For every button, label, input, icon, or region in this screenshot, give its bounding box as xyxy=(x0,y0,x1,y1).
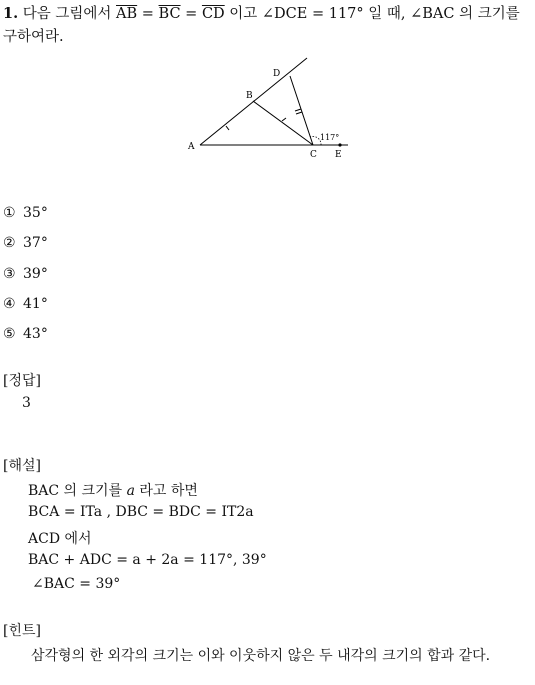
solution-heading: [해설] xyxy=(3,458,41,474)
problem-text-mid: 이고 ∠DCE = 117° 일 때, ∠BAC 의 크기를 구하여라. xyxy=(3,6,520,45)
tick-ab xyxy=(226,126,229,130)
segment-cd-line xyxy=(290,76,313,145)
choice-5-num: ⑤ xyxy=(3,326,16,342)
label-e: E xyxy=(335,150,342,160)
choice-5 xyxy=(3,326,48,342)
tick-cd-1 xyxy=(295,109,301,111)
choice-3-num: ③ xyxy=(3,266,16,282)
segment-bc: $\overline{BC}$ xyxy=(158,6,181,22)
tick-cd-2 xyxy=(296,112,302,114)
solution-line-2: BCA = ITa , DBC = BDC = IT2a xyxy=(28,504,254,520)
answer-heading: [정답] xyxy=(3,373,41,389)
hint-heading: [힌트] xyxy=(3,623,41,639)
tick-bc xyxy=(282,118,286,121)
angle-label: 117° xyxy=(320,133,340,142)
choice-4-text: 41° xyxy=(23,296,48,312)
problem-text-pre: 다음 그림에서 xyxy=(18,6,117,22)
problem-statement: 1. 다음 그림에서 $\overline{AB} = \overline{BC} = \overline{CD}$ 이고 ∠DCE = 117° 일 때, ∠BAC 의 크기를 구하여라. xyxy=(3,5,520,45)
label-d: D xyxy=(273,69,281,79)
choice-4 xyxy=(3,296,48,312)
choice-3-text: 39° xyxy=(23,266,48,282)
choice-5-text: 43° xyxy=(23,326,48,342)
choice-1-num: ① xyxy=(3,205,16,221)
solution-line-1-post: 라고 하면 xyxy=(134,483,198,499)
answer-value: 3 xyxy=(22,395,31,411)
choice-1 xyxy=(3,205,48,221)
choice-3 xyxy=(3,266,48,282)
label-b: B xyxy=(246,91,253,101)
geometry-figure xyxy=(180,54,360,164)
label-c: C xyxy=(310,150,317,160)
solution-line-1-pre: BAC 의 크기를 xyxy=(28,483,127,499)
label-a: A xyxy=(188,142,195,152)
solution-line-3: ACD 에서 xyxy=(28,531,92,547)
hint-text: 삼각형의 한 외각의 크기는 이와 이웃하지 않은 두 내각의 크기의 합과 같다. xyxy=(31,648,491,664)
choice-1-text: 35° xyxy=(23,205,48,221)
solution-line-4: BAC + ADC = a + 2a = 117°, 39° xyxy=(28,552,267,568)
segment-ab: $\overline{AB}$ xyxy=(116,6,138,22)
choice-4-num: ④ xyxy=(3,296,16,312)
point-e-dot xyxy=(338,143,341,146)
segment-cd: $\overline{CD}$ xyxy=(201,6,225,22)
solution-line-5: ∠BAC = 39° xyxy=(32,576,121,592)
segment-bc-line xyxy=(253,101,313,145)
choice-2-text: 37° xyxy=(23,235,48,251)
choice-2 xyxy=(3,235,48,251)
problem-number: 1. xyxy=(3,5,19,22)
solution-line-1-var: a xyxy=(126,483,135,499)
choice-2-num: ② xyxy=(3,235,16,251)
solution-line-1 xyxy=(28,480,198,500)
